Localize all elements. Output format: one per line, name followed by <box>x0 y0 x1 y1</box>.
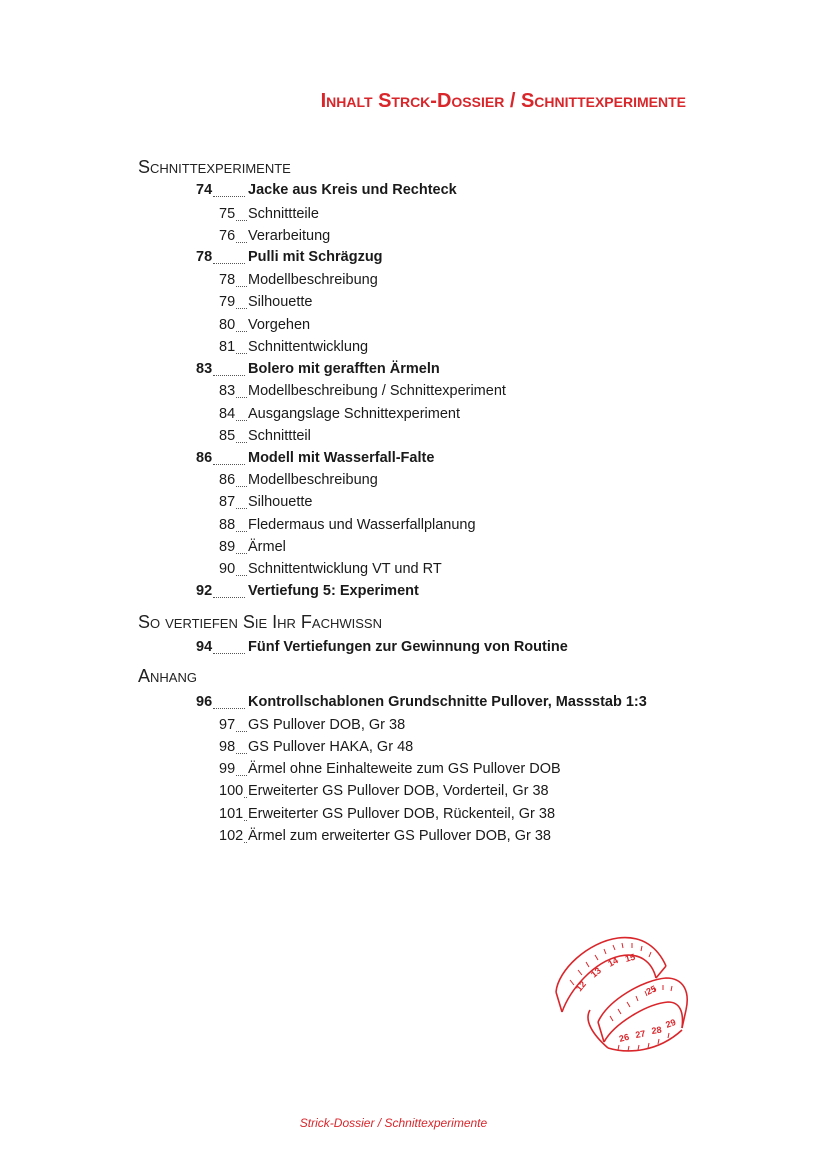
page-number: 86 <box>219 472 236 488</box>
entry-label: Ärmel <box>248 539 286 555</box>
page-number: 83 <box>196 361 213 377</box>
page-title: Inhalt Strck-Dossier / Schnittexperimente <box>320 90 686 112</box>
entry-label: Schnittteile <box>248 206 319 222</box>
toc-entry[interactable] <box>219 559 519 579</box>
page-number: 96 <box>196 694 213 710</box>
entry-label: Ärmel zum erweiterter GS Pullover DOB, Gr 38 <box>248 828 551 844</box>
entry-label: Fünf Vertiefungen zur Gewinnung von Routine <box>248 639 568 655</box>
entry-label: Verarbeitung <box>248 228 331 244</box>
toc-entry[interactable] <box>219 337 519 357</box>
toc-entry[interactable] <box>196 637 616 657</box>
page-number: 89 <box>219 539 236 555</box>
page-number: 84 <box>219 406 236 422</box>
entry-label: Bolero mit gerafften Ärmeln <box>248 361 440 377</box>
page-number: 98 <box>219 739 236 755</box>
toc-entry[interactable] <box>219 470 519 490</box>
page-footer: Strick-Dossier / Schnittexperimente <box>299 1116 488 1130</box>
tape-number: 27 <box>634 1028 647 1040</box>
toc-entry[interactable] <box>219 781 559 801</box>
toc-entry[interactable] <box>196 359 526 379</box>
toc-entry[interactable] <box>219 737 559 757</box>
page-number: 90 <box>219 561 236 577</box>
page-number: 86 <box>196 450 213 466</box>
page-number: 94 <box>196 639 213 655</box>
entry-label: Ausgangslage Schnittexperiment <box>248 406 460 422</box>
entry-label: Kontrollschablonen Grundschnitte Pullover, Massstab 1:3 <box>248 694 647 710</box>
entry-label: Erweiterter GS Pullover DOB, Rückenteil, Gr 38 <box>248 806 556 822</box>
page-number: 99 <box>219 761 236 777</box>
tape-number: 12 <box>573 979 588 994</box>
toc-entry[interactable] <box>219 381 539 401</box>
toc-entry[interactable] <box>219 204 519 224</box>
toc-entry[interactable] <box>219 515 519 535</box>
entry-label: Vorgehen <box>248 317 311 333</box>
page-number: 101 <box>219 806 244 822</box>
toc-entry[interactable] <box>219 826 559 846</box>
entry-label: Modellbeschreibung <box>248 472 378 488</box>
entry-label: Jacke aus Kreis und Rechteck <box>248 182 457 198</box>
page-number: 76 <box>219 228 236 244</box>
section-heading: So vertiefen Sie Ihr Fachwissn <box>138 612 382 632</box>
entry-label: Modellbeschreibung <box>248 272 378 288</box>
tape-number: 15 <box>623 951 637 964</box>
page-number: 102 <box>219 828 244 844</box>
tape-number: 14 <box>606 955 620 969</box>
toc-entry[interactable] <box>196 581 526 601</box>
tape-number: 29 <box>664 1017 678 1030</box>
toc-entry[interactable] <box>219 537 519 557</box>
measuring-tape-icon <box>548 930 690 1055</box>
toc-entry[interactable] <box>219 404 519 424</box>
tape-number: 26 <box>617 1031 631 1044</box>
entry-label: Schnittteil <box>248 428 311 444</box>
section-heading: Schnittexperimente <box>138 157 291 177</box>
entry-label: Erweiterter GS Pullover DOB, Vorderteil, Gr 38 <box>248 783 549 799</box>
toc-entry[interactable] <box>219 759 559 779</box>
page-number: 78 <box>219 272 236 288</box>
page-number: 87 <box>219 494 236 510</box>
toc-entry[interactable] <box>219 270 519 290</box>
page-number: 80 <box>219 317 236 333</box>
toc-entry[interactable] <box>196 692 656 712</box>
toc-entry[interactable] <box>219 292 519 312</box>
tape-number: 13 <box>588 965 603 980</box>
page-number: 100 <box>219 783 244 799</box>
toc-entry[interactable] <box>196 247 526 267</box>
page-number: 97 <box>219 717 236 733</box>
page-number: 78 <box>196 249 213 265</box>
page-number: 74 <box>196 182 213 198</box>
tape-number: 28 <box>650 1024 663 1036</box>
entry-label: Schnittentwicklung VT und RT <box>248 561 442 577</box>
section-heading: Anhang <box>138 666 197 686</box>
toc-entry[interactable] <box>219 226 519 246</box>
toc-entry[interactable] <box>196 180 526 200</box>
page-number: 83 <box>219 383 236 399</box>
entry-label: GS Pullover DOB, Gr 38 <box>248 717 406 733</box>
toc-entry[interactable] <box>219 426 519 446</box>
toc-entry[interactable] <box>219 315 519 335</box>
entry-label: Pulli mit Schrägzug <box>248 249 383 265</box>
entry-label: Vertiefung 5: Experiment <box>248 583 419 599</box>
entry-label: Ärmel ohne Einhalteweite zum GS Pullover DOB <box>248 761 561 777</box>
entry-label: Silhouette <box>248 294 313 310</box>
toc-entry[interactable] <box>196 448 526 468</box>
page-number: 85 <box>219 428 236 444</box>
toc-entry[interactable] <box>219 492 519 512</box>
entry-label: Modell mit Wasserfall-Falte <box>248 450 435 466</box>
entry-label: Fledermaus und Wasserfallplanung <box>248 517 476 533</box>
entry-label: Modellbeschreibung / Schnittexperiment <box>248 383 506 399</box>
page-number: 79 <box>219 294 236 310</box>
toc-entry[interactable] <box>219 804 559 824</box>
page-number: 75 <box>219 206 236 222</box>
page-number: 88 <box>219 517 236 533</box>
entry-label: Silhouette <box>248 494 313 510</box>
tape-number: 25 <box>644 983 658 997</box>
entry-label: Schnittentwicklung <box>248 339 369 355</box>
toc-entry[interactable] <box>219 715 559 735</box>
page-number: 92 <box>196 583 213 599</box>
entry-label: GS Pullover HAKA, Gr 48 <box>248 739 414 755</box>
page-number: 81 <box>219 339 236 355</box>
